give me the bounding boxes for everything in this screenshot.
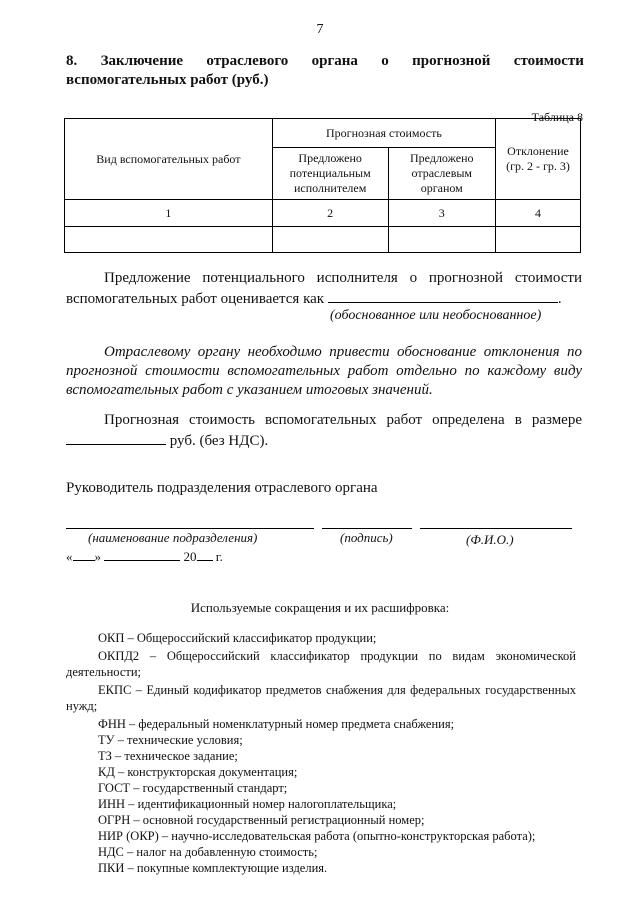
col-number: 1: [65, 200, 273, 227]
forecast-amount-blank[interactable]: [66, 430, 166, 445]
caption-name: (Ф.И.О.): [466, 532, 514, 547]
title-word: отраслевого: [206, 53, 289, 69]
year-blank[interactable]: [197, 546, 213, 561]
table-cell-empty[interactable]: [496, 227, 581, 253]
name-line[interactable]: [420, 528, 572, 529]
table-8: [64, 118, 581, 253]
signature-line[interactable]: [322, 528, 412, 529]
abbr-item: ГОСТ – государственный стандарт;: [98, 781, 288, 795]
caption-sign: (подпись): [340, 530, 393, 545]
col-number: 2: [272, 200, 388, 227]
abbr-item: ЕКПС – Единый кодификатор предметов снабжения для федеральных государственных нужд;: [66, 683, 576, 713]
abbr-item: ОКП – Общероссийский классификатор продукции;: [98, 631, 377, 645]
abbr-item: ПКИ – покупные комплектующие изделия.: [98, 861, 328, 875]
title-word: стоимости: [513, 53, 584, 69]
col2-header: Предложено потенциальным исполнителем: [272, 148, 388, 200]
col-number: 3: [388, 200, 496, 227]
col-number: 4: [496, 200, 581, 227]
section-heading-line1: [66, 52, 584, 71]
col1-header: Вид вспомогательных работ: [65, 119, 273, 200]
abbr-item: ТЗ – техническое задание;: [98, 749, 238, 763]
abbr-item: ОКПД2 – Общероссийский классификатор продукции по видам экономической деятельности;: [66, 649, 576, 679]
paragraph-justification: Отраслевому органу необходимо привести обоснование отклонения по прогнозной стоимости вспомогательных работ отдельно по каждому виду вспомогательных работ с указанием итоговых значений.: [66, 344, 582, 398]
abbr-item: ТУ – технические условия;: [98, 733, 243, 747]
table-caption: Таблица 8: [531, 110, 583, 124]
assessment-hint: (обоснованное или необоснованное): [330, 308, 542, 323]
abbr-item: НИР (ОКР) – научно-исследовательская работа (опытно-конструкторская работа);: [98, 829, 536, 843]
date-line: « » 20 г.: [66, 546, 223, 565]
assessment-blank[interactable]: [328, 288, 558, 303]
abbreviations-list: [66, 630, 576, 876]
signature-head: Руководитель подразделения отраслевого органа: [66, 480, 378, 496]
paragraph-forecast: Прогнозная стоимость вспомогательных работ определена в размере руб. (без НДС).: [66, 411, 582, 451]
col3-header: Предложено отраслевым органом: [388, 148, 496, 200]
abbr-item: ИНН – идентификационный номер налогоплательщика;: [98, 797, 397, 811]
section-heading: [66, 52, 584, 90]
abbreviations-title: Используемые сокращения и их расшифровка:: [190, 600, 450, 615]
day-blank[interactable]: [73, 546, 95, 561]
group-header: Прогнозная стоимость: [272, 119, 495, 148]
paragraph-assessment: Предложение потенциального исполнителя о прогнозной стоимости вспомогательных работ оценивается как .: [66, 270, 582, 307]
table-cell-empty[interactable]: [388, 227, 496, 253]
section-number: 8.: [66, 53, 78, 69]
abbr-item: НДС – налог на добавленную стоимость;: [98, 845, 318, 859]
abbr-item: ОГРН – основной государственный регистрационный номер;: [98, 813, 425, 827]
table-cell-empty[interactable]: [272, 227, 388, 253]
col4-header: Отклонение (гр. 2 - гр. 3): [496, 119, 581, 200]
unit-line[interactable]: [66, 528, 314, 529]
caption-unit: (наименование подразделения): [88, 530, 258, 545]
abbr-item: ФНН – федеральный номенклатурный номер предмета снабжения;: [98, 717, 455, 731]
section-heading-line2: вспомогательных работ (руб.): [66, 72, 269, 88]
month-blank[interactable]: [104, 546, 180, 561]
table-cell-empty[interactable]: [65, 227, 273, 253]
title-word: органа: [311, 53, 358, 69]
page-number: 7: [316, 22, 324, 37]
title-word: Заключение: [100, 53, 184, 69]
title-word: прогнозной: [412, 53, 491, 69]
title-word: о: [381, 53, 389, 69]
abbr-item: КД – конструкторская документация;: [98, 765, 298, 779]
